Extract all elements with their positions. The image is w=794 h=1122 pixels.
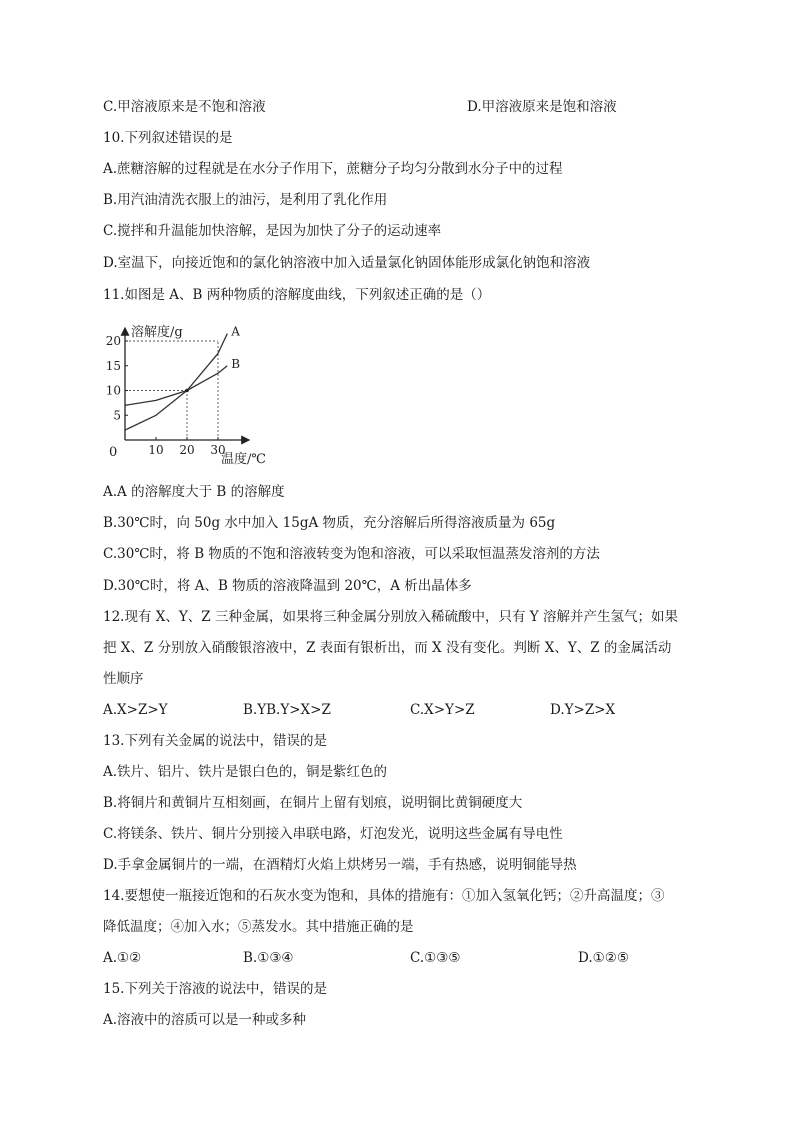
intersection-point bbox=[185, 389, 189, 393]
q12-option-c: C.X>Y>Z bbox=[410, 702, 475, 718]
q13-option-c: C.将镁条、铁片、铜片分别接入串联电路，灯泡发光，说明这些金属有导电性 bbox=[103, 826, 563, 842]
q12-stem-line-1: 12.现有 X、Y、Z 三种金属，如果将三种金属分别放入稀硫酸中，只有 Y 溶解并产生氢气；如果 bbox=[103, 609, 678, 625]
series-label-B: B bbox=[231, 356, 241, 371]
q11-option-a: A.A 的溶解度大于 B 的溶解度 bbox=[103, 484, 285, 500]
q11-option-d: D.30℃时，将 A、B 物质的溶液降温到 20℃，A 析出晶体多 bbox=[103, 578, 472, 594]
q12-stem-line-3: 性顺序 bbox=[103, 671, 144, 687]
q13-option-d: D.手拿金属铜片的一端，在酒精灯火焰上烘烤另一端，手有热感，说明铜能导热 bbox=[103, 857, 577, 873]
q9-option-c: C.甲溶液原来是不饱和溶液 bbox=[103, 99, 266, 115]
y-tick-label-2: 15 bbox=[105, 358, 121, 373]
q10-option-b: B.用汽油清洗衣服上的油污，是利用了乳化作用 bbox=[103, 192, 388, 208]
series-lines bbox=[125, 325, 240, 431]
q13-option-a: A.铁片、铝片、铁片是银白色的，铜是紫红色的 bbox=[103, 764, 388, 780]
series-line-A bbox=[125, 334, 227, 431]
q14-option-a: A.①② bbox=[103, 950, 142, 966]
y-axis-label: 溶解度/g bbox=[131, 325, 183, 340]
x-tick-label-1: 20 bbox=[179, 443, 195, 457]
y-tick-label-3: 20 bbox=[105, 334, 121, 348]
x-tick-label-0: 10 bbox=[148, 443, 164, 457]
q11-option-c: C.30℃时，将 B 物质的不饱和溶液转变为饱和溶液，可以采取恒温蒸发溶剂的方法 bbox=[103, 546, 600, 562]
q12-options bbox=[103, 700, 723, 720]
q14-options bbox=[103, 948, 723, 968]
y-tick-label-0: 5 bbox=[113, 408, 121, 423]
x-tick-label-2: 30 bbox=[210, 443, 226, 457]
origin-label: 0 bbox=[109, 445, 118, 460]
q10-option-a: A.蔗糖溶解的过程就是在水分子作用下，蔗糖分子均匀分散到水分子中的过程 bbox=[103, 161, 563, 177]
q10-option-d: D.室温下，向接近饱和的氯化钠溶液中加入适量氯化钠固体能形成氯化钠饱和溶液 bbox=[103, 255, 591, 271]
q10-stem: 10.下列叙述错误的是 bbox=[103, 130, 233, 146]
q15-option-a: A.溶液中的溶质可以是一种或多种 bbox=[103, 1012, 307, 1028]
q9-option-d: D.甲溶液原来是饱和溶液 bbox=[467, 99, 617, 115]
q11-option-b: B.30℃时，向 50g 水中加入 15gA 物质，充分溶解后所得溶液质量为 65g bbox=[103, 515, 556, 531]
q12-option-b: B.YB.Y>X>Z bbox=[243, 702, 331, 718]
q15-stem: 15.下列关于溶液的说法中，错误的是 bbox=[103, 981, 327, 997]
q13-stem: 13.下列有关金属的说法中，错误的是 bbox=[103, 733, 327, 749]
q12-option-d: D.Y>Z>X bbox=[550, 702, 616, 718]
q12-stem-line-2: 把 X、Z 分别放入硝酸银溶液中，Z 表面有银析出，而 X 没有变化。判断 X、Y、Z 的金属活动 bbox=[103, 640, 672, 656]
axis-ticks bbox=[106, 334, 226, 457]
q14-option-c: C.①③⑤ bbox=[410, 950, 461, 966]
q14-stem-line-2: 降低温度；④加入水；⑤蒸发水。其中措施正确的是 bbox=[103, 919, 414, 935]
q13-option-b: B.将铜片和黄铜片互相刻画，在铜片上留有划痕，说明铜比黄铜硬度大 bbox=[103, 795, 523, 811]
q10-option-c: C.搅拌和升温能加快溶解，是因为加快了分子的运动速率 bbox=[103, 223, 442, 239]
q12-option-a: A.X>Z>Y bbox=[103, 702, 168, 718]
guide-lines bbox=[125, 341, 218, 440]
q14-stem-line-1: 14.要想使一瓶接近饱和的石灰水变为饱和，具体的措施有：①加入氢氧化钙；②升高温度；③ bbox=[103, 888, 665, 904]
q11-stem: 11.如图是 A、B 两种物质的溶解度曲线，下列叙述正确的是（） bbox=[103, 287, 491, 303]
solubility-chart bbox=[103, 320, 283, 470]
q14-option-b: B.①③④ bbox=[243, 950, 294, 966]
x-axis-label: 温度/℃ bbox=[221, 452, 266, 467]
series-label-A: A bbox=[231, 324, 240, 339]
q14-option-d: D.①②⑤ bbox=[578, 950, 629, 966]
y-tick-label-1: 10 bbox=[105, 383, 121, 398]
